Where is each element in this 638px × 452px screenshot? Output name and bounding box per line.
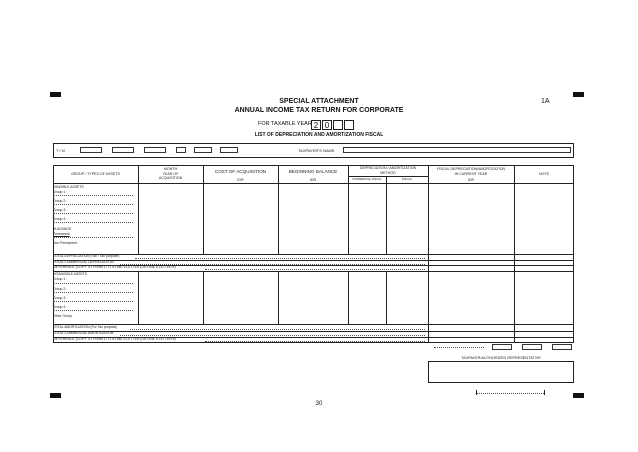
tin-label: T I N <box>56 148 65 153</box>
registration-mark-bottom-left <box>50 393 61 398</box>
representative-label: TAXPAYER/AUTHORIZED REPRESENTATIVE <box>461 356 541 360</box>
col-header-beginning-unit: IDR <box>309 178 317 182</box>
intangible-group-3-line <box>53 301 133 302</box>
tangible-group-1-line <box>53 195 133 196</box>
col-divider-5 <box>386 176 387 254</box>
col-header-method-line2: METHOD <box>380 170 396 175</box>
signature-place-line <box>434 347 484 348</box>
taxpayer-name-field[interactable] <box>343 147 571 153</box>
title-special-attachment: SPECIAL ATTACHMENT <box>279 98 359 105</box>
depreciation-difference-leader <box>205 269 425 270</box>
intangible-group-2: Group 2 : <box>53 287 68 291</box>
total-depreciation-tax: TOTAL DEPRECIATION (Tax / Tax purpose) <box>53 254 120 258</box>
col-header-method-line1: DEPRECIATION / AMORTIZATION <box>359 166 417 170</box>
date-field-year[interactable] <box>552 344 572 350</box>
col-divider-4b <box>348 271 349 324</box>
col-header-month <box>138 167 203 181</box>
intangible-group-1: Group 1 : <box>53 277 68 281</box>
intangible-group-1-line <box>53 283 133 284</box>
tangible-assets-heading: TANGIBLE ASSETS <box>53 185 84 189</box>
tangible-group-4: Group 4 : <box>53 217 68 221</box>
amortization-totals-top <box>53 324 574 325</box>
depreciation-difference: DIFFERENCE (COPY TO FORM 1771 II LINE 5 LETTER (OR LINE 6 LETTER e) <box>53 265 176 269</box>
taxable-year-label: FOR TAXABLE YEAR <box>258 121 312 127</box>
col-header-method-commercial: COMMERCIAL FISCAL <box>352 177 382 181</box>
total-amortization-tax-leader <box>130 329 425 330</box>
year-digit-4[interactable] <box>344 120 354 130</box>
tin-field-5[interactable] <box>194 147 212 153</box>
total-amortization-tax: TOTAL AMORTIZATION (For Tax purpose) <box>53 325 118 329</box>
year-digit-1: 2 <box>311 120 321 130</box>
intangible-group-2-line <box>53 292 133 293</box>
registration-mark-bottom-right <box>573 393 584 398</box>
title-annual-return: ANNUAL INCOME TAX RETURN FOR CORPORATE <box>234 107 404 114</box>
intangible-group-3: Group 3 : <box>53 296 68 300</box>
col-header-month-line1: MONTH <box>163 167 178 171</box>
registration-mark-top-left <box>50 92 61 97</box>
buildings-permanent-line <box>53 237 133 238</box>
col-header-beginning: BEGINNING BALANCE <box>288 169 338 174</box>
col-header-cost: COST OF ACQUISITION <box>214 169 267 174</box>
buildings-permanent: Permanent <box>53 232 70 236</box>
date-field-month[interactable] <box>522 344 542 350</box>
col-divider-3b <box>278 271 279 324</box>
date-field-day[interactable] <box>492 344 512 350</box>
intangible-top <box>53 271 574 272</box>
tin-field-2[interactable] <box>112 147 134 153</box>
col-header-fiscal-unit: IDR <box>467 178 475 182</box>
total-amortization-commercial-leader <box>120 335 425 336</box>
amortization-difference-leader <box>205 341 425 342</box>
tangible-group-3-line <box>53 213 133 214</box>
total-depreciation-tax-leader <box>135 258 425 259</box>
list-title: LIST OF DEPRECIATION AND AMORTIZATION FISCAL <box>254 132 384 138</box>
col-header-month-line3: ACQUISITION <box>158 176 183 181</box>
tin-field-4[interactable] <box>176 147 186 153</box>
tin-field-3[interactable] <box>144 147 166 153</box>
col-divider-5b <box>386 271 387 324</box>
col-header-fiscal <box>428 167 514 176</box>
tin-field-6[interactable] <box>220 147 238 153</box>
amortization-difference: DIFFERENCE (COPY TO FORM 1771 II LINE 5 LETTER (OR LINE 6 LETTER e) <box>53 337 176 341</box>
col-header-cost-unit: IDR <box>237 178 244 182</box>
col-divider-1b <box>138 271 139 324</box>
name-bracket-left <box>476 390 477 395</box>
intangible-group-4-line <box>53 310 133 311</box>
depreciation-totals-top <box>53 254 574 255</box>
tangible-group-4-line <box>53 222 133 223</box>
tin-field-1[interactable] <box>80 147 102 153</box>
header-divider <box>53 183 574 184</box>
intangible-group-4: Group 4 : <box>53 305 68 309</box>
buildings-heading: BUILDINGS <box>53 227 72 231</box>
intangible-assets-heading: INTANGIBLE ASSETS <box>53 272 88 276</box>
registration-mark-top-right <box>573 92 584 97</box>
year-digit-3[interactable] <box>333 120 343 130</box>
total-depreciation-commercial: TOTAL COMMERCIAL DEPRECIATION <box>53 260 114 264</box>
tangible-group-2-line <box>53 204 133 205</box>
col-header-month-line2: YEAR OF <box>162 171 179 176</box>
col-header-group: GROUP / TYPES OF ASSETS <box>71 172 120 176</box>
tangible-group-1: Group 1 : <box>53 190 68 194</box>
taxpayer-name-label: TAXPAYER'S NAME <box>298 148 335 153</box>
col-divider-2b <box>203 271 204 324</box>
col-header-method <box>348 166 428 175</box>
col-header-fiscal-line1: FISCAL DEPRECIATION/AMORTIZATION <box>437 167 505 171</box>
tangible-group-2: Group 2 : <box>53 199 68 203</box>
col-header-method-fiscal: FISCAL <box>401 177 413 181</box>
amortization-row-line-1 <box>53 331 574 332</box>
representative-name-line[interactable] <box>476 393 544 394</box>
form-code: 1A <box>541 98 550 105</box>
name-bracket-right <box>544 390 545 395</box>
depreciation-row-line-1 <box>53 260 574 261</box>
signature-box[interactable] <box>428 361 574 383</box>
page-number: 30 <box>315 401 323 407</box>
buildings-non-permanent: Non Permanent : <box>53 241 79 245</box>
col-header-fiscal-line2: IN CURRENT YEAR <box>454 171 488 176</box>
tangible-group-3: Group 3 : <box>53 208 68 212</box>
total-amortization-commercial: TOTAL COMMERCIAL AMORTIZATION <box>53 331 114 335</box>
col-header-note: NOTE <box>539 172 549 176</box>
year-digit-2: 0 <box>322 120 332 130</box>
intangible-other-group: Other Group <box>53 314 72 318</box>
